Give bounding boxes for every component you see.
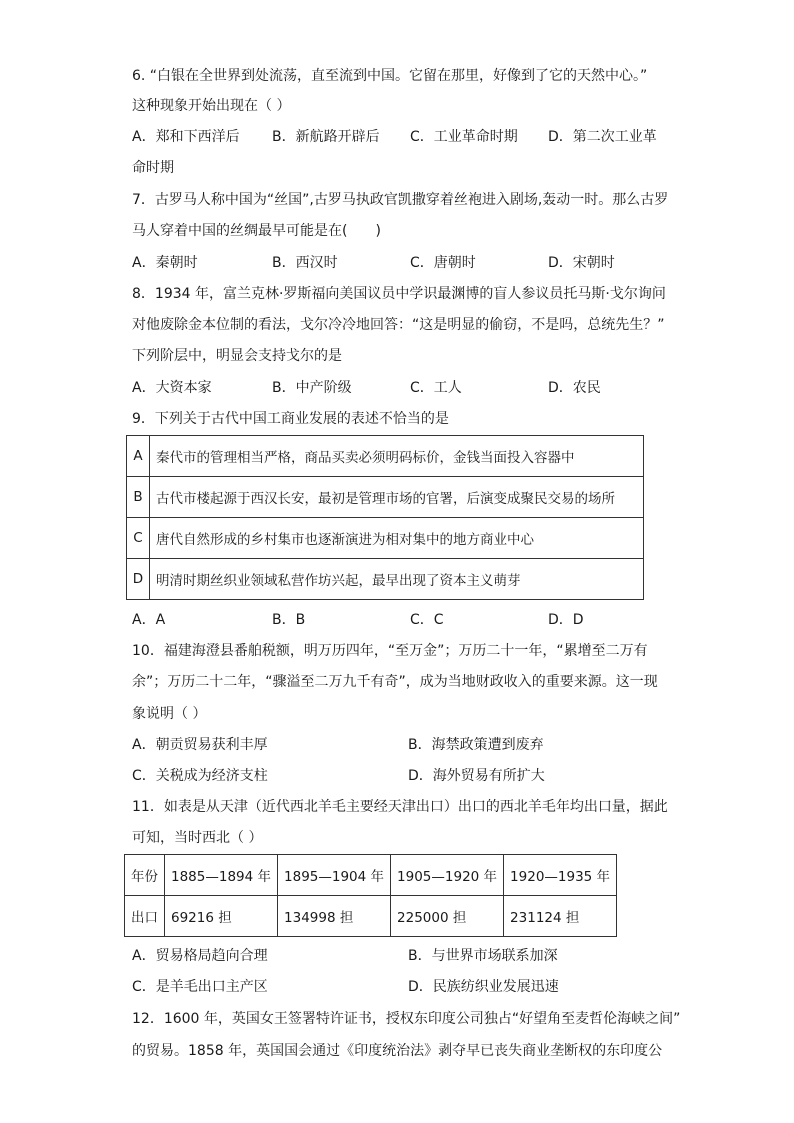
q6-stem-line1: 6. “白银在全世界到处流荡，直至流到中国。它留在那里，好像到了它的天然中心。” bbox=[132, 68, 648, 84]
q11-stem-line2: 可知，当时西北（ ） bbox=[132, 830, 263, 846]
q11-header-cell: 1895—1904 年 bbox=[278, 855, 391, 896]
q6-option-a: A．郑和下西洋后 bbox=[132, 129, 240, 145]
q11-option-c: C．是羊毛出口主产区 bbox=[132, 979, 268, 995]
q7-option-d: D．宋朝时 bbox=[548, 255, 615, 271]
q11-cell: 134998 担 bbox=[278, 896, 391, 937]
q9-option-c: C．C bbox=[410, 612, 444, 628]
q11-stem-line1: 11．如表是从天津（近代西北羊毛主要经天津出口）出口的西北羊毛年均出口量，据此 bbox=[132, 799, 668, 815]
q11-cell: 出口 bbox=[125, 896, 165, 937]
q10-stem-line2: 余”；万历二十二年，“骤溢至二万九千有奇”，成为当地财政收入的重要来源。这一现 bbox=[132, 674, 658, 690]
q9-row-text: 唐代自然形成的乡村集市也逐渐演进为相对集中的地方商业中心 bbox=[150, 518, 644, 559]
q7-stem-line2: 马人穿着中国的丝绸最早可能是在( ) bbox=[132, 223, 381, 239]
q9-row-key: A bbox=[127, 436, 150, 477]
q11-header-cell: 1885—1894 年 bbox=[165, 855, 278, 896]
q11-cell: 69216 担 bbox=[165, 896, 278, 937]
q9-row-text: 古代市楼起源于西汉长安，最初是管理市场的官署，后演变成聚民交易的场所 bbox=[150, 477, 644, 518]
q8-option-d: D．农民 bbox=[548, 380, 601, 396]
q11-table bbox=[124, 854, 617, 937]
q11-cell: 225000 担 bbox=[391, 896, 504, 937]
q7-stem-line1: 7．古罗马人称中国为“丝国”,古罗马执政官凯撒穿着丝袍进入剧场,轰动一时。那么古罗 bbox=[132, 192, 669, 208]
q9-row-key: B bbox=[127, 477, 150, 518]
q6-option-b: B．新航路开辟后 bbox=[272, 129, 380, 145]
q10-stem-line1: 10．福建海澄县番舶税额，明万历四年，“至万金”；万历二十一年，“累增至二万有 bbox=[132, 643, 648, 659]
table-row bbox=[125, 896, 617, 937]
q8-stem-line3: 下列阶层中，明显会支持戈尔的是 bbox=[132, 348, 342, 364]
q9-row-text: 秦代市的管理相当严格，商品买卖必须明码标价，金钱当面投入容器中 bbox=[150, 436, 644, 477]
q11-header-cell: 1920—1935 年 bbox=[504, 855, 617, 896]
q8-option-c: C．工人 bbox=[410, 380, 462, 396]
q11-header-cell: 1905—1920 年 bbox=[391, 855, 504, 896]
q7-option-c: C．唐朝时 bbox=[410, 255, 476, 271]
q10-option-d: D．海外贸易有所扩大 bbox=[408, 768, 545, 784]
table-row bbox=[127, 518, 644, 559]
q10-option-a: A．朝贡贸易获利丰厚 bbox=[132, 737, 268, 753]
q7-option-a: A．秦朝时 bbox=[132, 255, 198, 271]
q6-option-c: C．工业革命时期 bbox=[410, 129, 518, 145]
q9-table bbox=[126, 435, 644, 600]
q12-stem-line2: 的贸易。1858 年，英国国会通过《印度统治法》剥夺早已丧失商业垄断权的东印度公 bbox=[132, 1043, 663, 1059]
q9-option-b: B．B bbox=[272, 612, 306, 628]
q6-stem-line2: 这种现象开始出现在（ ） bbox=[132, 98, 291, 114]
table-row bbox=[127, 436, 644, 477]
q10-stem-line3: 象说明（ ） bbox=[132, 706, 207, 722]
q9-row-text: 明清时期丝织业领域私营作坊兴起，最早出现了资本主义萌芽 bbox=[150, 559, 644, 600]
q9-row-key: C bbox=[127, 518, 150, 559]
q8-stem-line1: 8．1934 年，富兰克林·罗斯福向美国议员中学识最渊博的盲人参议员托马斯·戈尔询问 bbox=[132, 286, 666, 302]
table-row bbox=[127, 559, 644, 600]
q10-option-b: B．海禁政策遭到废弃 bbox=[408, 737, 544, 753]
q8-option-b: B．中产阶级 bbox=[272, 380, 352, 396]
q12-stem-line1: 12．1600 年，英国女王签署特许证书，授权东印度公司独占“好望角至麦哲伦海峡之间” bbox=[132, 1011, 681, 1027]
q6-option-d-cont: 命时期 bbox=[132, 160, 174, 176]
q11-cell: 231124 担 bbox=[504, 896, 617, 937]
q7-option-b: B．西汉时 bbox=[272, 255, 338, 271]
q9-option-d: D．D bbox=[548, 612, 584, 628]
q11-option-a: A．贸易格局趋向合理 bbox=[132, 948, 268, 964]
q10-option-c: C．关税成为经济支柱 bbox=[132, 768, 268, 784]
q11-header-cell: 年份 bbox=[125, 855, 165, 896]
q9-stem: 9．下列关于古代中国工商业发展的表述不恰当的是 bbox=[132, 411, 449, 427]
q9-row-key: D bbox=[127, 559, 150, 600]
q11-option-b: B．与世界市场联系加深 bbox=[408, 948, 558, 964]
table-header-row bbox=[125, 855, 617, 896]
q6-option-d: D．第二次工业革 bbox=[548, 129, 657, 145]
q8-option-a: A．大资本家 bbox=[132, 380, 212, 396]
q8-stem-line2: 对他废除金本位制的看法，戈尔冷冷地回答：“这是明显的偷窃，不是吗，总统先生？” bbox=[132, 317, 665, 333]
table-row bbox=[127, 477, 644, 518]
q9-option-a: A．A bbox=[132, 612, 166, 628]
q11-option-d: D．民族纺织业发展迅速 bbox=[408, 979, 559, 995]
